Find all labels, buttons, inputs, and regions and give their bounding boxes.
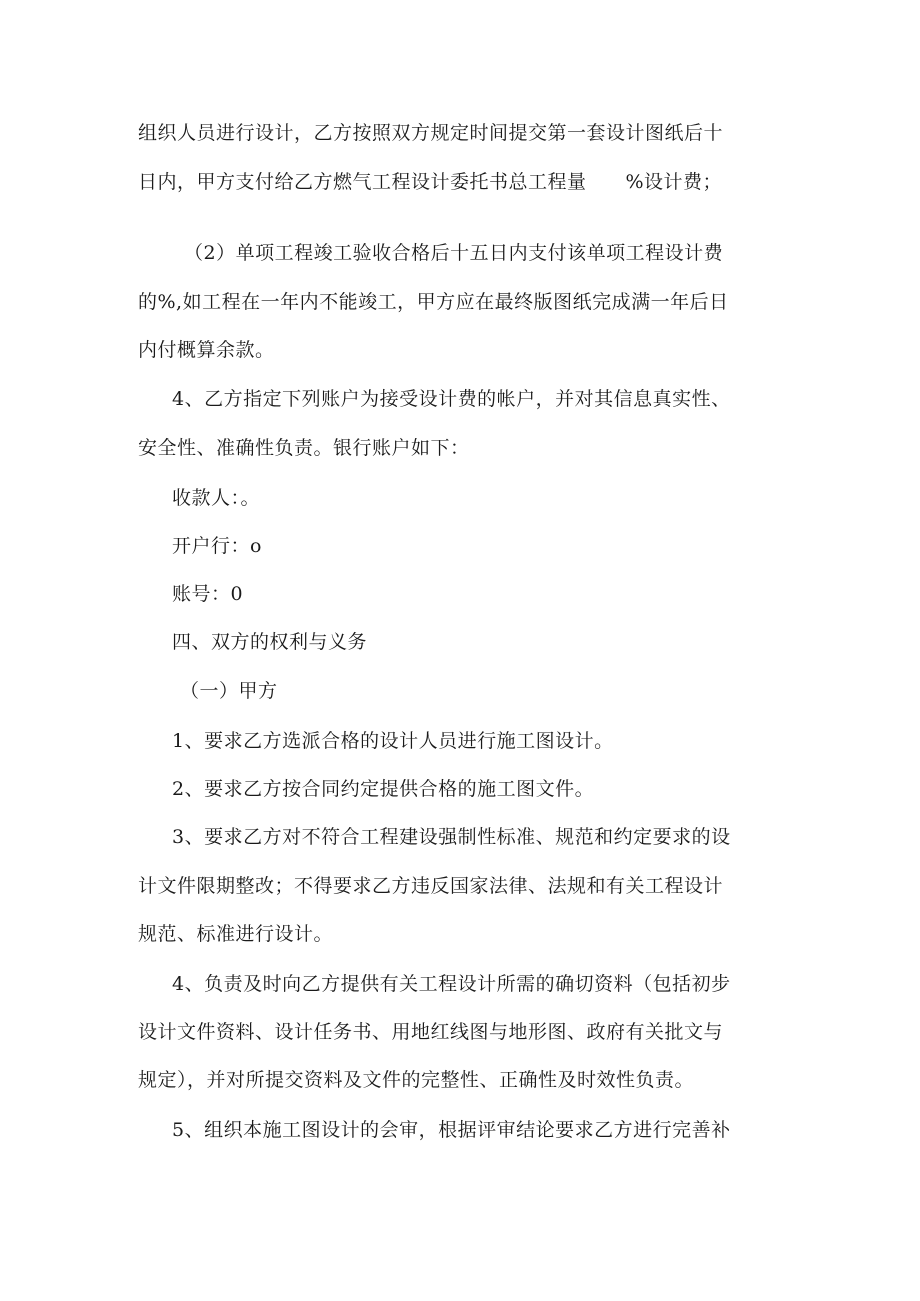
paragraph-line: 规定），并对所提交资料及文件的完整性、正确性及时效性负责。 (138, 1069, 695, 1091)
paragraph-line: 规范、标准进行设计。 (138, 923, 334, 945)
paragraph-line: （2）单项工程竣工验收合格后十五日内支付该单项工程设计费 (184, 242, 724, 264)
paragraph-line: 开户行：o (172, 535, 262, 557)
paragraph-line: 收款人：。 (172, 487, 261, 509)
paragraph-line: 安全性、准确性负责。银行账户如下： (138, 437, 470, 459)
paragraph-line: 日内，甲方支付给乙方燃气工程设计委托书总工程量 %设计费； (138, 171, 723, 193)
paragraph-line: 1、要求乙方选派合格的设计人员进行施工图设计。 (172, 730, 614, 752)
paragraph-line: 3、要求乙方对不符合工程建设强制性标准、规范和约定要求的设 (172, 826, 731, 848)
paragraph-line: 组织人员进行设计，乙方按照双方规定时间提交第一套设计图纸后十 (138, 122, 724, 144)
paragraph-line: 的%,如工程在一年内不能竣工，甲方应在最终版图纸完成满一年后日 (138, 291, 729, 313)
subsection-heading: （一）甲方 (180, 680, 278, 702)
section-heading: 四、双方的权利与义务 (172, 631, 368, 653)
paragraph-line: 计文件限期整改；不得要求乙方违反国家法律、法规和有关工程设计 (138, 875, 724, 897)
paragraph-line: 设计文件资料、设计任务书、用地红线图与地形图、政府有关批文与 (138, 1021, 724, 1043)
paragraph-line: 4、乙方指定下列账户为接受设计费的帐户，并对其信息真实性、 (172, 388, 731, 410)
paragraph-line: 内付概算余款。 (138, 339, 275, 361)
paragraph-line: 账号：0 (172, 583, 244, 605)
paragraph-line: 4、负责及时向乙方提供有关工程设计所需的确切资料（包括初步 (172, 973, 731, 995)
paragraph-line: 2、要求乙方按合同约定提供合格的施工图文件。 (172, 778, 595, 800)
paragraph-line: 5、组织本施工图设计的会审，根据评审结论要求乙方进行完善补 (172, 1119, 731, 1141)
